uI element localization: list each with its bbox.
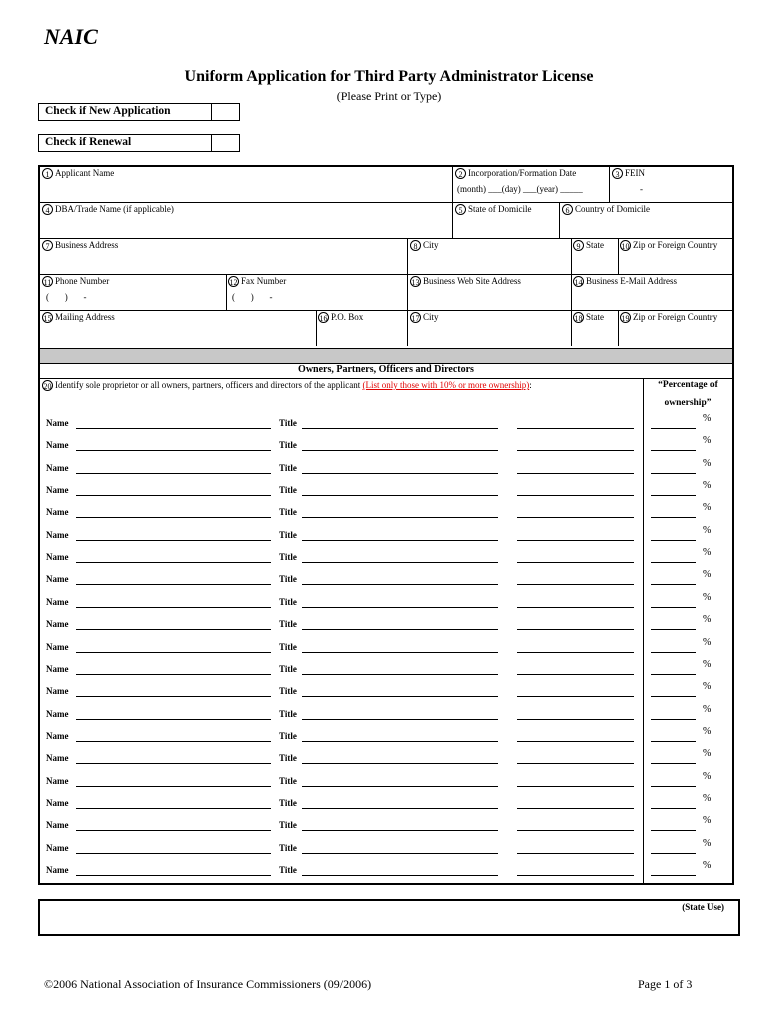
extra-input[interactable] xyxy=(517,830,634,831)
percentage-input[interactable] xyxy=(651,450,696,451)
country-of-domicile-field[interactable] xyxy=(562,204,650,215)
percentage-input[interactable] xyxy=(651,495,696,496)
percentage-input[interactable] xyxy=(651,786,696,787)
field-number: 19 xyxy=(621,314,630,324)
web-site-field[interactable] xyxy=(410,276,521,287)
title-label: Title xyxy=(279,530,297,540)
name-input[interactable] xyxy=(76,517,271,518)
field-label: Mailing Address xyxy=(55,312,115,322)
percent-symbol: % xyxy=(703,569,712,580)
percent-symbol: % xyxy=(703,726,712,737)
email-field[interactable] xyxy=(573,276,677,287)
title-label: Title xyxy=(279,843,297,853)
extra-input[interactable] xyxy=(517,607,634,608)
name-input[interactable] xyxy=(76,607,271,608)
percent-symbol: % xyxy=(703,458,712,469)
field-label: Fax Number xyxy=(241,276,287,286)
extra-input[interactable] xyxy=(517,875,634,876)
percent-symbol: % xyxy=(703,637,712,648)
title-input[interactable] xyxy=(302,696,498,697)
name-label: Name xyxy=(46,843,69,853)
field-label: City xyxy=(423,240,439,250)
name-label: Name xyxy=(46,552,69,562)
field-number: 15 xyxy=(43,314,52,324)
form-title: Uniform Application for Third Party Administrator License xyxy=(184,68,594,85)
dba-name-field[interactable] xyxy=(42,204,174,215)
col-divider xyxy=(452,167,453,238)
extra-input[interactable] xyxy=(517,629,634,630)
field-label: P.O. Box xyxy=(331,312,364,322)
percent-symbol: % xyxy=(703,860,712,871)
new-application-row xyxy=(38,103,240,121)
title-input[interactable] xyxy=(302,517,498,518)
field-number: 6 xyxy=(562,204,573,215)
extra-input[interactable] xyxy=(517,786,634,787)
percent-symbol: % xyxy=(703,771,712,782)
percent-symbol: % xyxy=(703,413,712,424)
title-input[interactable] xyxy=(302,741,498,742)
name-label: Name xyxy=(46,865,69,875)
name-input[interactable] xyxy=(76,473,271,474)
title-input[interactable] xyxy=(302,450,498,451)
title-label: Title xyxy=(279,597,297,607)
fein-dash: - xyxy=(640,184,643,195)
name-label: Name xyxy=(46,440,69,450)
title-label: Title xyxy=(279,798,297,808)
extra-input[interactable] xyxy=(517,808,634,809)
name-label: Name xyxy=(46,418,69,428)
name-input[interactable] xyxy=(76,875,271,876)
name-input[interactable] xyxy=(76,629,271,630)
name-input[interactable] xyxy=(76,808,271,809)
name-label: Name xyxy=(46,709,69,719)
percent-symbol: % xyxy=(703,659,712,670)
extra-input[interactable] xyxy=(517,473,634,474)
renewal-label: Check if Renewal xyxy=(39,135,212,151)
col-divider xyxy=(643,378,644,883)
field-number: 2 xyxy=(455,168,466,179)
title-input[interactable] xyxy=(302,674,498,675)
title-label: Title xyxy=(279,776,297,786)
row-divider xyxy=(40,378,732,379)
business-state-field[interactable] xyxy=(573,240,604,251)
name-label: Name xyxy=(46,731,69,741)
percentage-header xyxy=(644,376,732,412)
title-label: Title xyxy=(279,753,297,763)
field-label: Business Address xyxy=(55,240,119,250)
extra-input[interactable] xyxy=(517,584,634,585)
field-label: DBA/Trade Name (if applicable) xyxy=(55,204,174,214)
title-label: Title xyxy=(279,619,297,629)
state-use-label: (State Use) xyxy=(682,902,724,912)
name-label: Name xyxy=(46,619,69,629)
field-label: Business E-Mail Address xyxy=(586,276,677,286)
extra-input[interactable] xyxy=(517,763,634,764)
section-separator-bar xyxy=(40,348,732,364)
title-label: Title xyxy=(279,463,297,473)
extra-input[interactable] xyxy=(517,741,634,742)
title-input[interactable] xyxy=(302,652,498,653)
percent-symbol: % xyxy=(703,704,712,715)
title-input[interactable] xyxy=(302,584,498,585)
name-label: Name xyxy=(46,507,69,517)
phone-number-field[interactable] xyxy=(42,276,109,303)
phone-format-hint: ( ) - xyxy=(46,292,87,303)
field-label: State xyxy=(586,240,604,250)
mailing-address-field[interactable] xyxy=(42,312,115,323)
instruction-tail: : xyxy=(529,380,532,390)
percent-symbol: % xyxy=(703,547,712,558)
name-input[interactable] xyxy=(76,450,271,451)
fax-format-hint: ( ) - xyxy=(232,292,273,303)
title-input[interactable] xyxy=(302,808,498,809)
field-number: 14 xyxy=(574,278,583,288)
incorporation-date-field[interactable] xyxy=(455,168,583,195)
po-box-field[interactable] xyxy=(318,312,363,323)
renewal-row xyxy=(38,134,240,152)
percentage-input[interactable] xyxy=(651,540,696,541)
field-number: 20 xyxy=(43,382,52,392)
title-input[interactable] xyxy=(302,540,498,541)
owners-section-title: Owners, Partners, Officers and Directors xyxy=(298,364,474,375)
percentage-input[interactable] xyxy=(651,808,696,809)
extra-input[interactable] xyxy=(517,495,634,496)
mailing-state-field[interactable] xyxy=(573,312,604,323)
percent-symbol: % xyxy=(703,480,712,491)
new-application-checkbox[interactable] xyxy=(212,104,239,120)
title-label: Title xyxy=(279,820,297,830)
row-divider xyxy=(40,238,732,239)
application-frame xyxy=(38,165,734,885)
instruction-text: Identify sole proprietor or all owners, partners, officers and directors of the applicant xyxy=(55,380,361,390)
field-label: State xyxy=(586,312,604,322)
field-label: Applicant Name xyxy=(55,168,115,178)
title-input[interactable] xyxy=(302,763,498,764)
fax-number-field[interactable] xyxy=(228,276,286,303)
percentage-input[interactable] xyxy=(651,696,696,697)
field-label: Phone Number xyxy=(55,276,110,286)
percentage-header-line1: “Percentage of xyxy=(658,380,718,390)
percentage-input[interactable] xyxy=(651,674,696,675)
title-label: Title xyxy=(279,686,297,696)
title-input[interactable] xyxy=(302,830,498,831)
field-label: State of Domicile xyxy=(468,204,532,214)
percentage-input[interactable] xyxy=(651,607,696,608)
percentage-input[interactable] xyxy=(651,517,696,518)
percentage-input[interactable] xyxy=(651,830,696,831)
field-label: City xyxy=(423,312,439,322)
extra-input[interactable] xyxy=(517,719,634,720)
col-divider xyxy=(407,238,408,346)
title-input[interactable] xyxy=(302,428,498,429)
percent-symbol: % xyxy=(703,681,712,692)
mailing-zip-field[interactable] xyxy=(620,312,717,323)
percentage-input[interactable] xyxy=(651,741,696,742)
title-label: Title xyxy=(279,664,297,674)
name-label: Name xyxy=(46,798,69,808)
title-input[interactable] xyxy=(302,875,498,876)
percentage-input[interactable] xyxy=(651,853,696,854)
name-label: Name xyxy=(46,776,69,786)
naic-logo: NAIC xyxy=(44,24,98,49)
percentage-input[interactable] xyxy=(651,875,696,876)
extra-input[interactable] xyxy=(517,853,634,854)
percent-symbol: % xyxy=(703,838,712,849)
title-label: Title xyxy=(279,485,297,495)
percent-symbol: % xyxy=(703,592,712,603)
copyright-text: ©2006 National Association of Insurance Commissioners (09/2006) xyxy=(44,977,372,991)
field-label: Incorporation/Formation Date xyxy=(468,168,577,178)
percent-symbol: % xyxy=(703,748,712,759)
name-label: Name xyxy=(46,597,69,607)
name-input[interactable] xyxy=(76,719,271,720)
owners-instruction xyxy=(42,380,532,391)
name-input[interactable] xyxy=(76,652,271,653)
name-label: Name xyxy=(46,664,69,674)
name-label: Name xyxy=(46,686,69,696)
name-input[interactable] xyxy=(76,763,271,764)
percentage-input[interactable] xyxy=(651,629,696,630)
col-divider xyxy=(618,238,619,274)
field-label: Country of Domicile xyxy=(575,204,650,214)
title-input[interactable] xyxy=(302,629,498,630)
field-label: FEIN xyxy=(625,168,645,178)
name-input[interactable] xyxy=(76,562,271,563)
title-input[interactable] xyxy=(302,786,498,787)
instruction-highlight: (List only those with 10% or more ownership) xyxy=(362,380,530,390)
name-input[interactable] xyxy=(76,584,271,585)
business-address-field[interactable] xyxy=(42,240,118,251)
name-input[interactable] xyxy=(76,741,271,742)
fein-field[interactable] xyxy=(612,168,645,195)
extra-input[interactable] xyxy=(517,540,634,541)
title-label: Title xyxy=(279,418,297,428)
title-input[interactable] xyxy=(302,495,498,496)
applicant-name-field[interactable] xyxy=(42,168,114,179)
name-input[interactable] xyxy=(76,674,271,675)
percentage-header-line2: ownership” xyxy=(664,398,712,408)
renewal-checkbox[interactable] xyxy=(212,135,239,151)
percentage-input[interactable] xyxy=(651,719,696,720)
business-city-field[interactable] xyxy=(410,240,439,251)
name-label: Name xyxy=(46,530,69,540)
name-input[interactable] xyxy=(76,495,271,496)
page-number: Page 1 of 3 xyxy=(638,977,693,991)
percentage-input[interactable] xyxy=(651,473,696,474)
state-of-domicile-field[interactable] xyxy=(455,204,531,215)
extra-input[interactable] xyxy=(517,652,634,653)
title-input[interactable] xyxy=(302,719,498,720)
field-number: 13 xyxy=(411,278,420,288)
col-divider xyxy=(618,310,619,346)
field-number: 12 xyxy=(229,278,238,288)
new-application-label: Check if New Application xyxy=(39,104,212,120)
extra-input[interactable] xyxy=(517,562,634,563)
extra-input[interactable] xyxy=(517,674,634,675)
percent-symbol: % xyxy=(703,435,712,446)
percent-symbol: % xyxy=(703,815,712,826)
title-label: Title xyxy=(279,552,297,562)
name-label: Name xyxy=(46,485,69,495)
percent-symbol: % xyxy=(703,525,712,536)
col-divider xyxy=(571,238,572,346)
title-input[interactable] xyxy=(302,473,498,474)
title-input[interactable] xyxy=(302,853,498,854)
row-divider xyxy=(40,310,732,311)
row-divider xyxy=(40,274,732,275)
percent-symbol: % xyxy=(703,793,712,804)
title-label: Title xyxy=(279,731,297,741)
percentage-input[interactable] xyxy=(651,562,696,563)
name-label: Name xyxy=(46,642,69,652)
name-label: Name xyxy=(46,820,69,830)
name-input[interactable] xyxy=(76,696,271,697)
percentage-input[interactable] xyxy=(651,428,696,429)
percent-symbol: % xyxy=(703,502,712,513)
field-number: 3 xyxy=(612,168,623,179)
percent-symbol: % xyxy=(703,614,712,625)
row-divider xyxy=(40,202,732,203)
field-number: 7 xyxy=(42,240,53,251)
name-input[interactable] xyxy=(76,540,271,541)
name-label: Name xyxy=(46,753,69,763)
col-divider xyxy=(559,202,560,238)
field-number: 9 xyxy=(573,240,584,251)
extra-input[interactable] xyxy=(517,517,634,518)
mailing-city-field[interactable] xyxy=(410,312,439,323)
name-input[interactable] xyxy=(76,428,271,429)
percentage-input[interactable] xyxy=(651,652,696,653)
title-label: Title xyxy=(279,865,297,875)
extra-input[interactable] xyxy=(517,450,634,451)
col-divider xyxy=(316,310,317,346)
field-number: 17 xyxy=(411,314,420,324)
title-input[interactable] xyxy=(302,562,498,563)
extra-input[interactable] xyxy=(517,696,634,697)
form-subtitle: (Please Print or Type) xyxy=(336,89,442,103)
date-format-hint: (month) ___(day) ___(year) _____ xyxy=(457,184,583,195)
title-label: Title xyxy=(279,642,297,652)
name-input[interactable] xyxy=(76,786,271,787)
field-label: Business Web Site Address xyxy=(423,276,521,286)
field-number: 16 xyxy=(319,314,328,324)
name-input[interactable] xyxy=(76,853,271,854)
name-input[interactable] xyxy=(76,830,271,831)
field-label: Zip or Foreign Country xyxy=(633,312,718,322)
title-label: Title xyxy=(279,507,297,517)
field-number: 5 xyxy=(455,204,466,215)
title-label: Title xyxy=(279,574,297,584)
name-label: Name xyxy=(46,463,69,473)
field-number: 18 xyxy=(574,314,583,324)
extra-input[interactable] xyxy=(517,428,634,429)
state-use-box[interactable] xyxy=(38,899,740,936)
percentage-input[interactable] xyxy=(651,584,696,585)
col-divider xyxy=(226,274,227,310)
field-label: Zip or Foreign Country xyxy=(633,240,718,250)
title-label: Title xyxy=(279,709,297,719)
field-number: 1 xyxy=(42,168,53,179)
field-number: 11 xyxy=(43,278,52,288)
field-number: 8 xyxy=(410,240,421,251)
business-zip-field[interactable] xyxy=(620,240,717,251)
col-divider xyxy=(609,167,610,202)
field-number: 4 xyxy=(42,204,53,215)
title-label: Title xyxy=(279,440,297,450)
percentage-input[interactable] xyxy=(651,763,696,764)
field-number: 10 xyxy=(621,242,630,252)
name-label: Name xyxy=(46,574,69,584)
title-input[interactable] xyxy=(302,607,498,608)
